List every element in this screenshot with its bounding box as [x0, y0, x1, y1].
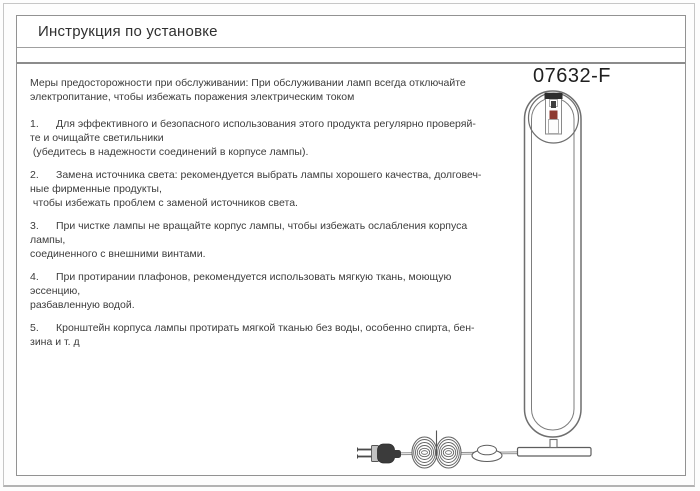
document-frame: [16, 15, 686, 476]
list-item: [30, 117, 508, 159]
item-text: лампы,: [30, 234, 66, 246]
list-item: [30, 168, 508, 210]
lamp-socket: [545, 93, 563, 134]
safety-intro: [30, 76, 508, 104]
lamp-base: [518, 448, 592, 457]
lamp-stem: [550, 440, 557, 448]
item-text: Кронштейн корпуса лампы протирать мягкой тканью без воды, особенно спирта, бен-: [56, 322, 475, 334]
instruction-text: [30, 76, 508, 358]
item-text: разбавленную водой.: [30, 299, 135, 311]
item-text: те и очищайте светильники: [30, 132, 164, 144]
item-text: зина и т. д: [30, 336, 80, 348]
item-text: При чистке лампы не вращайте корпус лампы, чтобы избежать ослабления корпуса: [56, 220, 468, 232]
model-number: 07632-F: [533, 65, 611, 87]
plug-prongs: [358, 448, 373, 459]
list-item: [30, 270, 508, 312]
item-text: Для эффективного и безопасного использования этого продукта регулярно проверяй-: [56, 118, 476, 130]
divider-row: [17, 48, 685, 64]
list-item: [30, 219, 508, 261]
power-plug: [358, 444, 402, 463]
item-text: (убедитесь в надежности соединений в корпусе лампы).: [30, 146, 309, 158]
page-title: Инструкция по установке: [38, 23, 218, 40]
item-text: ные фирменные продукты,: [30, 183, 162, 195]
title-bar: [17, 16, 685, 48]
item-number: 2.: [30, 169, 39, 181]
item-number: 5.: [30, 322, 39, 334]
intro-line: электропитание, чтобы избежать поражения электрическим током: [30, 91, 355, 103]
item-number: 1.: [30, 118, 39, 130]
cord-coil: [412, 431, 461, 469]
item-text: соединенного с внешними винтами.: [30, 248, 206, 260]
item-text: При протирании плафонов, рекомендуется использовать мягкую ткань, моющую: [56, 271, 452, 283]
intro-line: Меры предосторожности при обслуживании: При обслуживании ламп всегда отключайте: [30, 77, 466, 89]
foot-switch: [472, 445, 502, 461]
item-text: Замена источника света: рекомендуется выбрать лампы хорошего качества, долговеч-: [56, 169, 482, 181]
list-item: [30, 321, 508, 349]
item-text: эссенцию,: [30, 285, 81, 297]
socket-red-indicator: [550, 111, 558, 120]
item-number: 4.: [30, 271, 39, 283]
content-area: [17, 64, 685, 475]
item-number: 3.: [30, 220, 39, 232]
item-text: чтобы избежать проблем с заменой источников света.: [30, 197, 298, 209]
